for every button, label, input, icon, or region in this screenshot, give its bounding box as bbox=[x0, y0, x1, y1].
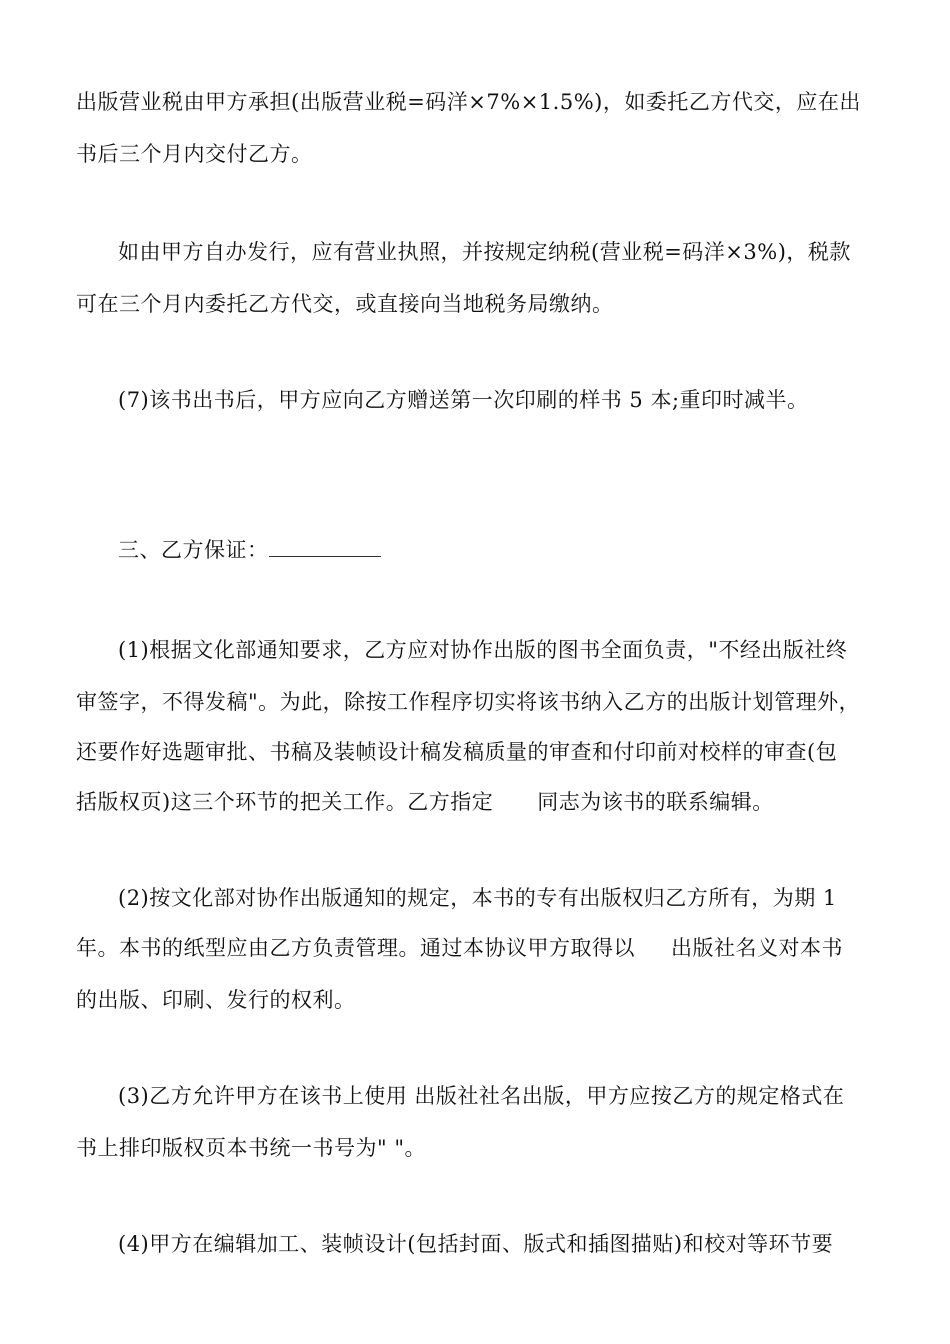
paragraph-2-line-1: 如由甲方自办发行，应有营业执照，并按规定纳税(营业税=码洋×3%)，税款 bbox=[118, 240, 851, 264]
clause-1-line-3: 还要作好选题审批、书稿及装帧设计稿发稿质量的审查和付印前对校样的审查(包 bbox=[76, 740, 838, 764]
clause-4-line-1: (4)甲方在编辑加工、装帧设计(包括封面、版式和插图描贴)和校对等环节要 bbox=[118, 1232, 834, 1256]
section-3-heading-text: 三、乙方保证： bbox=[118, 538, 269, 562]
paragraph-2-line-2: 可在三个月内委托乙方代交，或直接向当地税务局缴纳。 bbox=[76, 292, 614, 316]
clause-2-line-1: (2)按文化部对协作出版通知的规定，本书的专有出版权归乙方所有，为期 1 bbox=[118, 886, 837, 910]
paragraph-1-line-2: 书后三个月内交付乙方。 bbox=[76, 142, 313, 166]
clause-1-line-4-part-a: 括版权页)这三个环节的把关工作。乙方指定 bbox=[76, 790, 494, 814]
clause-1-line-2: 审签字，不得发稿"。为此，除按工作程序切实将该书纳入乙方的出版计划管理外， bbox=[76, 690, 861, 714]
clause-3-line-2: 书上排印版权页本书统一书号为" "。 bbox=[76, 1136, 426, 1160]
clause-2-line-2 bbox=[76, 934, 886, 962]
clause-2-line-2-part-a: 年。本书的纸型应由乙方负责管理。通过本协议甲方取得以 bbox=[76, 936, 635, 960]
clause-1-line-1: (1)根据文化部通知要求，乙方应对协作出版的图书全面负责，"不经出版社终 bbox=[118, 638, 848, 662]
clause-3-line-1: (3)乙方允许甲方在该书上使用 出版社社名出版，甲方应按乙方的规定格式在 bbox=[118, 1084, 845, 1108]
paragraph-1-line-1: 出版营业税由甲方承担(出版营业税=码洋×7%×1.5%)，如委托乙方代交，应在出 bbox=[76, 90, 861, 114]
clause-7-text: (7)该书出书后，甲方应向乙方赠送第一次印刷的样书 5 本;重印时减半。 bbox=[118, 388, 809, 412]
clause-1-line-4-part-b: 同志为该书的联系编辑。 bbox=[537, 790, 774, 814]
clause-2-line-3: 的出版、印刷、发行的权利。 bbox=[76, 988, 356, 1012]
section-3-heading bbox=[118, 536, 928, 564]
fill-in-blank bbox=[269, 536, 381, 557]
clause-2-line-2-part-b: 出版社名义对本书 bbox=[671, 936, 843, 960]
clause-1-line-4 bbox=[76, 788, 886, 816]
